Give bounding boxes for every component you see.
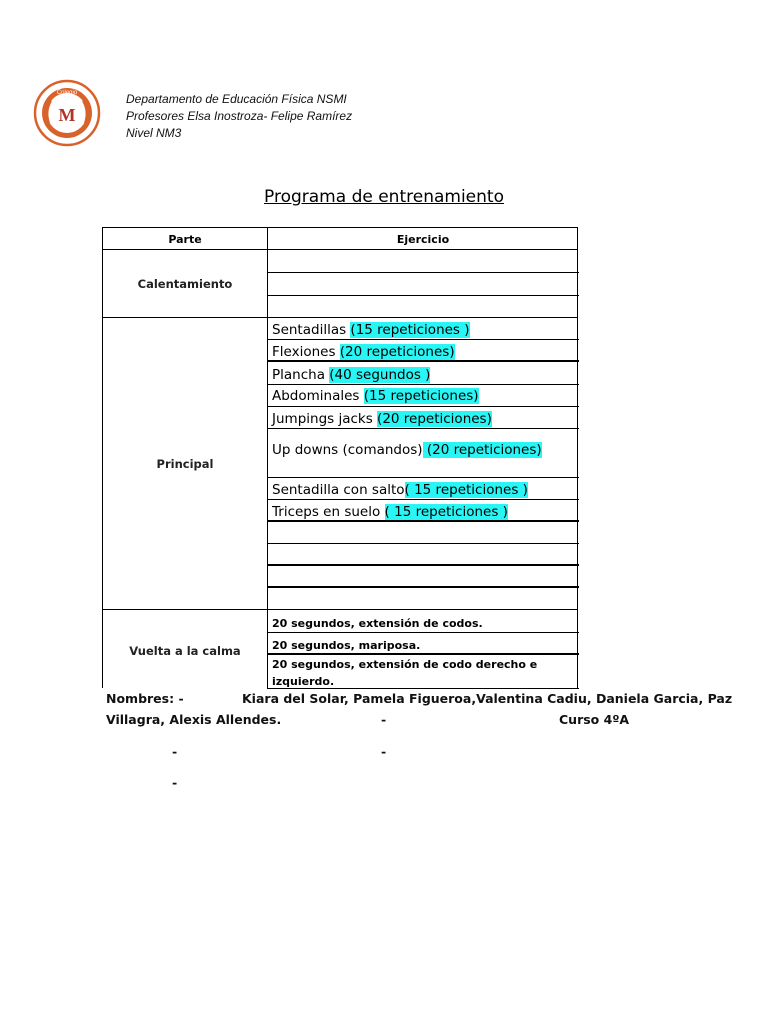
training-table — [102, 227, 578, 688]
part-cooldown: Vuelta a la calma — [129, 644, 241, 658]
part-warmup: Calentamiento — [137, 277, 233, 291]
teachers-line: Profesores Elsa Inostroza- Felipe Ramírez — [126, 109, 353, 123]
exercise-row: Sentadillas (15 repeticiones ) — [272, 322, 470, 338]
cooldown-item: 20 segundos, mariposa. — [272, 639, 421, 652]
column-header-part: Parte — [168, 233, 202, 246]
exercise-row: Triceps en suelo ( 15 repeticiones ) — [272, 504, 508, 520]
exercise-row: Up downs (comandos) (20 repeticiones) — [272, 442, 542, 458]
cooldown-item: 20 segundos, extensión de codo derecho e izquierdo. — [272, 658, 538, 688]
logo-letter: M — [58, 105, 76, 125]
names-label: Nombres: - — [106, 691, 184, 706]
exercise-row: Plancha (40 segundos ) — [272, 367, 431, 383]
cooldown-item: 20 segundos, extensión de codos. — [272, 617, 483, 630]
dash: - — [172, 744, 178, 759]
course-label: Curso 4ºA — [559, 712, 630, 727]
exercise-row: Sentadilla con salto( 15 repeticiones ) — [272, 482, 528, 498]
school-logo — [33, 79, 101, 147]
dash: - — [381, 744, 387, 759]
names-line-1: Kiara del Solar, Pamela Figueroa,Valentina Cadiu, Daniela Garcia, Paz — [242, 691, 733, 706]
names-line-2: Villagra, Alexis Allendes. — [106, 712, 282, 727]
header-block — [126, 91, 352, 142]
part-main: Principal — [156, 457, 214, 471]
svg-text:Colegio: Colegio — [56, 90, 78, 96]
exercise-row: Abdominales (15 repeticiones) — [272, 388, 479, 404]
page-title: Programa de entrenamiento — [264, 187, 504, 207]
dash: - — [381, 712, 387, 727]
department-line: Departamento de Educación Física NSMI — [126, 92, 347, 106]
column-header-exercise: Ejercicio — [396, 233, 450, 246]
dash: - — [172, 775, 178, 790]
exercise-row: Jumpings jacks (20 repeticiones) — [272, 411, 492, 427]
level-line: Nivel NM3 — [126, 126, 182, 140]
exercise-row: Flexiones (20 repeticiones) — [272, 344, 455, 360]
